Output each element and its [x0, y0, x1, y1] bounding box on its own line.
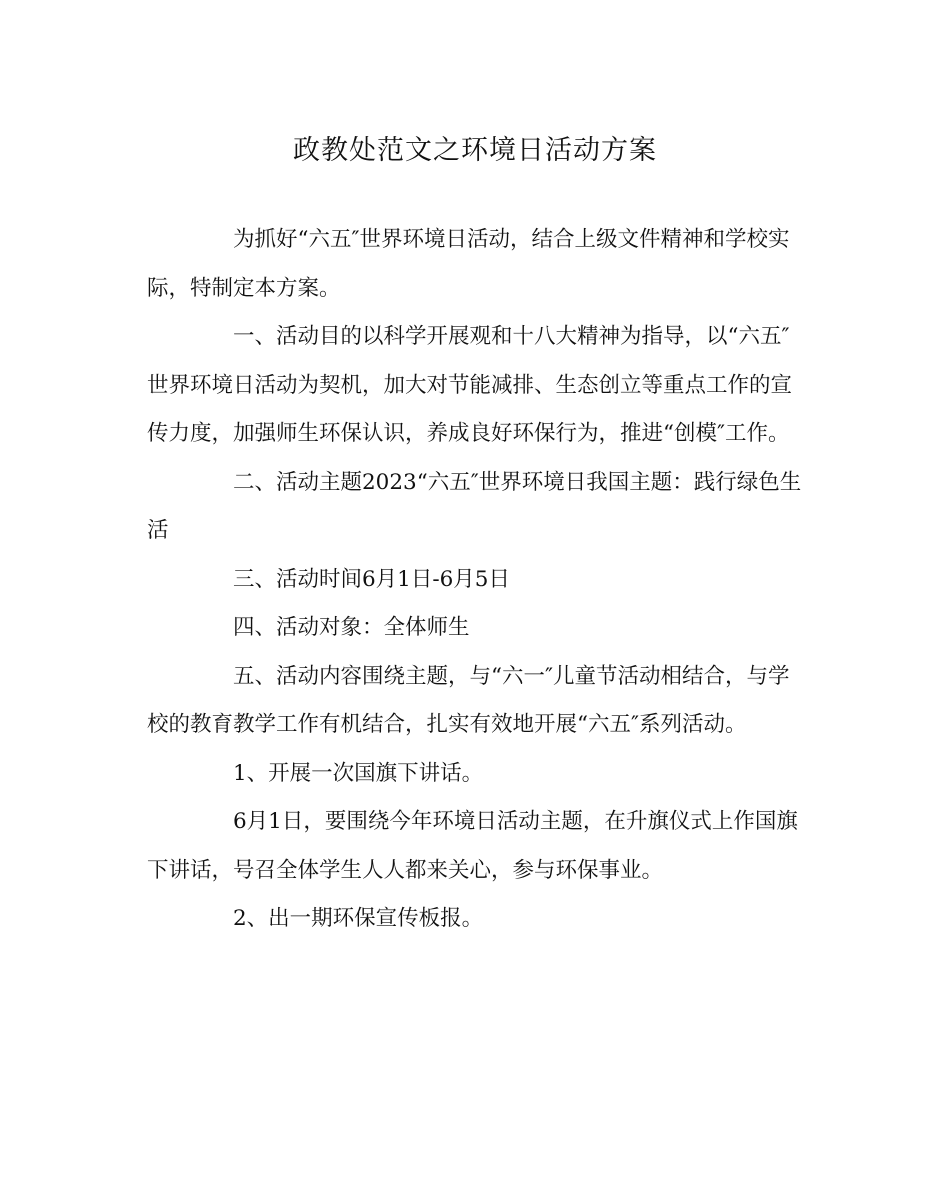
document-body	[147, 216, 807, 944]
paragraph-time: 三、活动时间6月1日-6月5日	[233, 566, 510, 592]
paragraph-intro: 为抓好“六五″世界环境日活动，结合上级文件精神和学校实际，特制定本方案。	[147, 227, 790, 301]
paragraph-item-1-detail: 6月1日，要围绕今年环境日活动主题，在升旗仪式上作国旗下讲话，号召全体学生人人都来关心，参与环保事业。	[147, 809, 798, 883]
paragraph-item-2: 2、出一期环保宣传板报。	[233, 906, 484, 931]
paragraph-purpose: 一、活动目的以科学开展观和十八大精神为指导，以“六五″世界环境日活动为契机，加大对节能减排、生态创立等重点工作的宣传力度，加强师生环保认识，养成良好环保行为，推进“创模″工作。	[147, 324, 793, 446]
paragraph-content: 五、活动内容围绕主题，与“六一″儿童节活动相结合，与学校的教育教学工作有机结合，扎实有效地开展“六五″系列活动。	[147, 663, 790, 737]
document-title: 政教处范文之环境日活动方案	[293, 135, 657, 166]
paragraph-item-1: 1、开展一次国旗下讲话。	[233, 760, 484, 786]
paragraph-audience: 四、活动对象：全体师生	[233, 615, 470, 640]
paragraph-theme: 二、活动主题2023“六五″世界环境日我国主题：践行绿色生活	[147, 469, 802, 543]
